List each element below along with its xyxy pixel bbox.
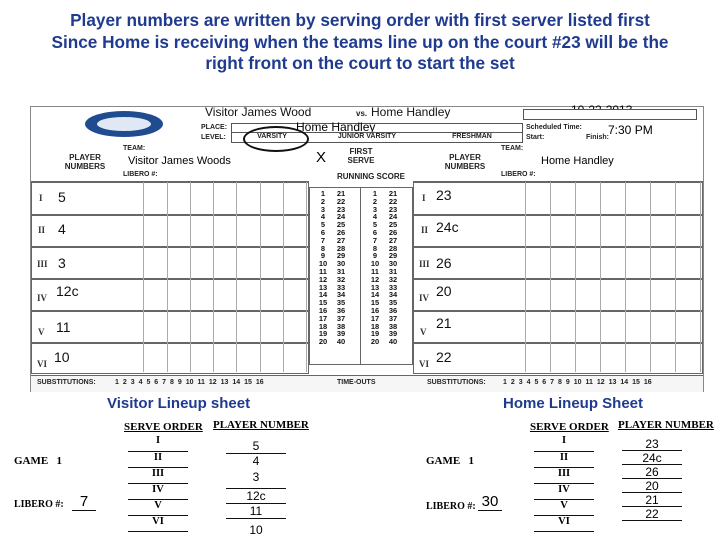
level-varsity[interactable]: VARSITY (257, 133, 287, 140)
scheduled-time-value: 7:30 PM (608, 123, 653, 137)
home-lineup-player-1[interactable]: 23 (622, 437, 682, 451)
visitor-roman-6: VI (37, 359, 48, 369)
visitor-lineup-player-5[interactable]: 11 (226, 504, 286, 519)
running-col-1: 1 2 3 4 5 6 7 8 9 10 11 12 13 14 15 16 17 18 19 20 (318, 189, 328, 347)
home-lineup-player-2[interactable]: 24c (622, 451, 682, 465)
home-cells (501, 182, 701, 372)
visitor-lineup-player-3[interactable]: 3 (226, 468, 286, 489)
running-score-grid (309, 187, 413, 365)
substitutions-bar (31, 375, 703, 392)
home-player-numbers-label: PLAYER NUMBERS (444, 153, 486, 171)
visitor-player-1: 5 (58, 189, 66, 205)
visitor-lineup-sheet (10, 415, 310, 535)
home-player-1: 23 (436, 187, 452, 203)
home-lineup-player-4[interactable]: 20 (622, 479, 682, 493)
level-label: LEVEL: (201, 134, 226, 141)
timeouts-label: TIME-OUTS (337, 379, 376, 386)
header-home: Home Handley (371, 105, 451, 119)
home-roman-3: III (419, 259, 430, 269)
visitor-player-3: 3 (58, 255, 66, 271)
visitor-player-list (226, 439, 286, 537)
home-player-6: 22 (436, 349, 452, 365)
first-serve-label: FIRST SERVE (347, 147, 375, 165)
visitor-serve-order-label: SERVE ORDER (124, 421, 203, 433)
title-line-2: Since Home is receiving when the teams line up on the court #23 will be the (51, 31, 669, 52)
visitor-team-name: Visitor James Woods (128, 155, 231, 167)
visitor-team-label: TEAM: (123, 145, 146, 152)
visitor-player-numbers-label: PLAYER NUMBERS (64, 153, 106, 171)
vs-label: vs. (356, 109, 368, 118)
home-libero: LIBERO #: (426, 501, 476, 512)
visitor-roman-1: I (39, 193, 43, 203)
logo-inner (97, 117, 151, 131)
visitor-player-number-label: PLAYER NUMBER (213, 419, 309, 431)
home-team-name: Home Handley (541, 155, 614, 167)
home-game-label: GAME 1 (426, 455, 474, 467)
home-roman-1: I (422, 193, 426, 203)
home-lineup-sheet (422, 415, 712, 535)
instruction-title (0, 10, 720, 75)
home-roman-5: V (420, 327, 427, 337)
visitor-libero: LIBERO #: (14, 499, 64, 510)
home-lineup-player-3[interactable]: 26 (622, 465, 682, 479)
visitor-player-4: 12c (56, 283, 79, 299)
home-lineup-player-5[interactable]: 21 (622, 493, 682, 507)
home-roman-6: VI (419, 359, 430, 369)
visitor-cells (121, 182, 307, 372)
visitor-player-2: 4 (58, 221, 66, 237)
home-libero-value[interactable]: 30 (478, 493, 502, 511)
home-roman-4: IV (419, 293, 430, 303)
header-visitor: Visitor James Wood (205, 105, 312, 119)
visitor-grid (31, 181, 309, 374)
home-lineup-title: Home Lineup Sheet (503, 395, 644, 412)
home-lineup-player-6[interactable]: 22 (622, 507, 682, 521)
scoresheet (30, 106, 704, 392)
level-jv[interactable]: JUNIOR VARSITY (337, 133, 397, 140)
home-player-3: 26 (436, 255, 452, 271)
home-roman-list: I II III IV V VI (534, 435, 594, 532)
visitor-libero-value[interactable]: 7 (72, 493, 96, 511)
home-substitutions-label: SUBSTITUTIONS: (427, 379, 486, 386)
home-roman-2: II (421, 225, 429, 235)
home-player-5: 21 (436, 315, 452, 331)
home-sub-numbers: 1 2 3 4 5 6 7 8 9 10 11 12 13 14 15 16 (503, 379, 652, 386)
running-col-3: 1 2 3 4 5 6 7 8 9 10 11 12 13 14 15 16 17 18 19 20 (370, 189, 380, 347)
start-label: Start: (526, 134, 545, 141)
visitor-roman-5: V (38, 327, 45, 337)
visitor-lineup-player-2[interactable]: 4 (252, 454, 260, 468)
visitor-lineup-player-4[interactable]: 12c (226, 489, 286, 504)
running-col-4: 21 22 23 24 25 26 27 28 29 30 31 32 33 34 35 36 37 38 39 40 (388, 189, 398, 347)
visitor-player-6: 10 (54, 349, 70, 365)
visitor-roman-3: III (37, 259, 48, 269)
visitor-lineup-player-1[interactable]: 5 (226, 439, 286, 454)
home-player-number-label: PLAYER NUMBER (618, 419, 714, 431)
visitor-lineup-player-6[interactable]: 10 (249, 523, 263, 537)
place-value: Home Handley (296, 120, 376, 134)
visitor-libero-label: LIBERO #: (123, 171, 158, 178)
visitor-roman-list: I II III IV V VI (128, 435, 188, 532)
visitor-player-5: 11 (56, 319, 71, 335)
running-score-label: RUNNING SCORE (336, 172, 405, 181)
level-freshman[interactable]: FRESHMAN (452, 133, 492, 140)
home-player-4: 20 (436, 283, 452, 299)
running-col-2: 21 22 23 24 25 26 27 28 29 30 31 32 33 34 35 36 37 38 39 40 (336, 189, 346, 347)
visitor-substitutions-label: SUBSTITUTIONS: (37, 379, 96, 386)
home-player-2: 24c (436, 219, 459, 235)
visitor-lineup-title: Visitor Lineup sheet (107, 395, 251, 412)
finish-label: Finish: (586, 134, 609, 141)
home-libero-label: LIBERO #: (501, 171, 536, 178)
first-serve-mark: X (316, 149, 327, 166)
home-player-list (622, 437, 682, 521)
place-label: PLACE: (201, 124, 228, 131)
home-grid (413, 181, 703, 374)
visitor-game-label: GAME 1 (14, 455, 62, 467)
date-field[interactable] (523, 109, 697, 120)
title-line-3: right front on the court to start the set (205, 53, 515, 73)
title-line-1: Player numbers are written by serving order with first server listed first (70, 10, 650, 30)
scheduled-time-label: Scheduled Time: (526, 124, 582, 131)
varsity-circle (243, 126, 309, 152)
home-serve-order-label: SERVE ORDER (530, 421, 609, 433)
visitor-sub-numbers: 1 2 3 4 5 6 7 8 9 10 11 12 13 14 15 16 (115, 379, 264, 386)
visitor-roman-4: IV (37, 293, 48, 303)
home-team-label: TEAM: (501, 145, 524, 152)
visitor-roman-2: II (38, 225, 46, 235)
